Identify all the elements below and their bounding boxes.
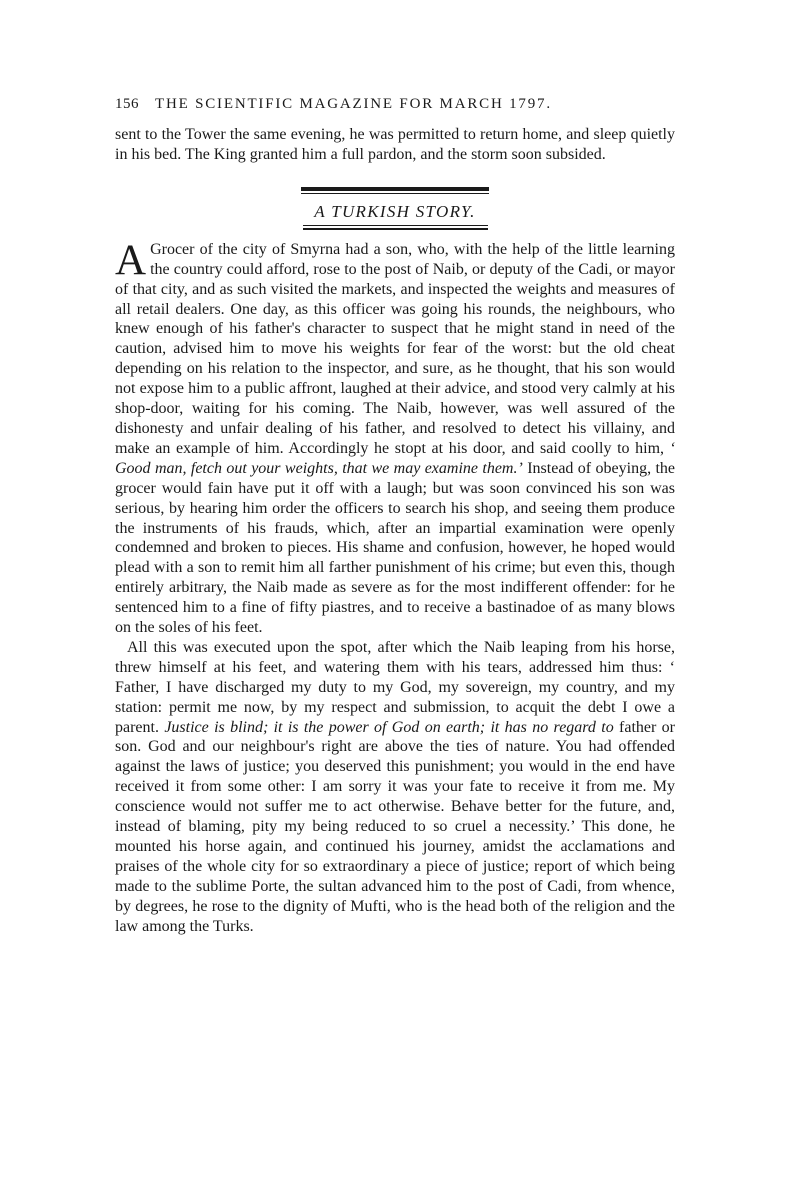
- p2-italic: Justice is blind; it is the power of God on earth; it has no regard to: [164, 718, 614, 736]
- page-number: 156: [115, 96, 139, 112]
- story-title: A TURKISH STORY.: [314, 201, 476, 221]
- title-underline: [303, 225, 488, 230]
- page-header: [115, 96, 675, 113]
- running-title: THE SCIENTIFIC MAGAZINE FOR MARCH 1797.: [155, 96, 552, 112]
- p1-text-b: Instead of obeying, the grocer would fain have put it off with a laugh; but was soon convinced his son was serious, by hearing him order the officers to search his shop, and seeing them produce the instruments of his frauds, which, after an impartial examination were openly condemned and broken to pieces. His shame and confusion, however, he hoped would plead with a son to remit him all farther punishment of his crime; but even this, though entirely arbitrary, the Naib made as severe as for the most indifferent offender: for he sentenced him to a fine of fifty piastres, and to receive a bastinadoe of as many blows on the soles of his feet.: [115, 459, 676, 637]
- section-divider: [301, 187, 489, 194]
- p2-text-b: father or son. God and our neighbour's right are above the ties of nature. You had offended against the laws of justice; you deserved this punishment; you would in the end have received it from some other: I am sorry it was your fate to receive it from me. My conscience would not suffer me to act otherwise. Behave better for the future, and, instead of blaming, pity my being reduced to so cruel a necessity.’ This done, he mounted his horse again, and continued his journey, amidst the acclamations and praises of the whole city for so extraordinary a piece of justice; report of which being made to the sublime Porte, the sultan advanced him to the post of Cadi, from whence, by degrees, he rose to the dignity of Mufti, who is the head both of the religion and the law among the Turks.: [115, 718, 675, 935]
- drop-cap: A: [115, 236, 147, 284]
- p1-quote: ‘ Good man, fetch out your weights, that we may examine them.’: [115, 439, 675, 477]
- story-paragraph-2: [115, 638, 675, 937]
- p1-text-a: Grocer of the city of Smyrna had a son, who, with the help of the little learning the country could afford, rose to the post of Naib, or deputy of the Cadi, or mayor of that city, and as such visited the markets, and inspected the weights and measures of all retail dealers. One day, as this officer was going his rounds, the neighbours, who knew enough of his father's character to suspect that he might stand in need of the caution, advised him to move his weights for fear of the worst: but the old cheat depending on his relation to the inspector, and sure, as he thought, that his son would not expose him to a public affront, laughed at their advice, and stood very calmly at his shop-door, waiting for his coming. The Naib, however, was well assured of the dishonesty and unfair dealing of his father, and resolved to detect his villainy, and make an example of him. Accordingly he stopt at his door, and said coolly to him,: [115, 240, 675, 457]
- story-paragraph-1: [115, 236, 676, 638]
- intro-paragraph: sent to the Tower the same evening, he was permitted to return home, and sleep quietly in his bed. The King granted him a full pardon, and the storm soon subsided.: [115, 126, 675, 163]
- p2-text-a: All this was executed upon the spot, after which the Naib leaping from his horse, threw himself at his feet, and watering them with his tears, addressed him thus: ‘ Father, I have discharged my duty to my God, my sovereign, my country, and my station: permit me now, by my respect and submission, to acquit the debt I owe a parent.: [115, 638, 675, 736]
- magazine-page: [115, 96, 675, 937]
